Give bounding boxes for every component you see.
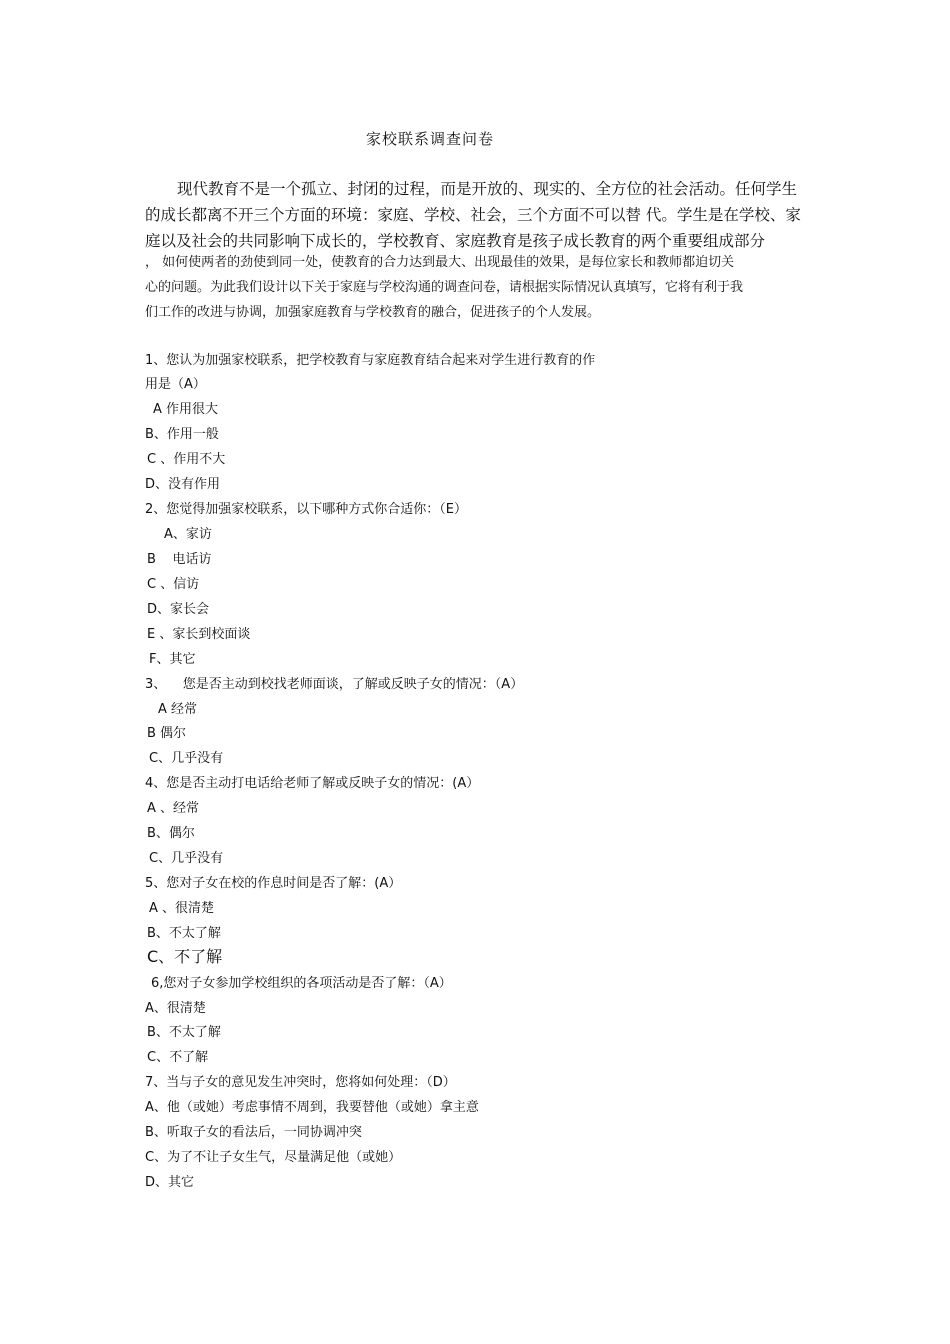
option-line: B、不太了解 bbox=[147, 1025, 221, 1040]
intro-paragraph bbox=[145, 176, 815, 254]
option-line: D、家长会 bbox=[147, 602, 210, 617]
intro-paragraph-continued bbox=[145, 250, 815, 325]
intro-line: 庭以及社会的共同影响下成长的，学校教育、家庭教育是孩子成长教育的两个重要组成部分 bbox=[145, 232, 766, 250]
option-line: C、为了不让子女生气，尽量满足他（或她） bbox=[145, 1150, 402, 1165]
option-line: C 、作用不大 bbox=[147, 452, 226, 467]
option-line: A 、经常 bbox=[147, 801, 200, 816]
intro-line: 心的问题。为此我们设计以下关于家庭与学校沟通的调查问卷，请根据实际情况认真填写，它将有利于我 bbox=[145, 280, 744, 295]
option-line: C、几乎没有 bbox=[149, 851, 224, 866]
question-6-text: 6,您对子女参加学校组织的各项活动是否了解：（A） bbox=[151, 976, 452, 991]
question-7-text: 7、当与子女的意见发生冲突时，您将如何处理：（D） bbox=[145, 1075, 456, 1090]
intro-line: 现代教育不是一个孤立、封闭的过程，而是开放的、现实的、全方位的社会活动。任何学生 bbox=[177, 180, 798, 198]
question-3-text: 3、 您是否主动到校找老师面谈，了解或反映子女的情况：（A） bbox=[145, 677, 524, 692]
option-line: D、没有作用 bbox=[145, 477, 221, 492]
document-title: 家校联系调查问卷 bbox=[365, 130, 494, 148]
question-1-text: 1、您认为加强家校联系，把学校教育与家庭教育结合起来对学生进行教育的作 bbox=[145, 353, 596, 368]
option-line: A 、很清楚 bbox=[149, 901, 215, 916]
question-2-text: 2、您觉得加强家校联系，以下哪种方式你合适你：（E） bbox=[145, 502, 467, 517]
option-line: A 经常 bbox=[158, 702, 198, 717]
intro-line: 的成长都离不开三个方面的环境：家庭、学校、社会，三个方面不可以替 代。学生是在学校、家 bbox=[145, 206, 801, 224]
option-line: A 作用很大 bbox=[153, 402, 219, 417]
option-line: B、不太了解 bbox=[147, 926, 221, 941]
option-line: F、其它 bbox=[149, 652, 196, 667]
option-line: A、很清楚 bbox=[145, 1001, 206, 1016]
intro-line: 们工作的改进与协调，加强家庭教育与学校教育的融合，促进孩子的个人发展。 bbox=[145, 305, 601, 320]
question-1-answer: 用是（A） bbox=[145, 377, 206, 392]
option-line: A、他（或她）考虑事情不周到，我要替他（或她）拿主意 bbox=[145, 1100, 479, 1115]
option-line: C、不了解 bbox=[147, 1050, 209, 1065]
intro-line: ， 如何使两者的劲使到同一处，使教育的合力达到最大、出现最佳的效果，是每位家长和教师都迫切关 bbox=[145, 255, 735, 270]
option-line: B 偶尔 bbox=[147, 726, 187, 741]
option-line: B、作用一般 bbox=[145, 427, 219, 442]
option-line: B 电话访 bbox=[147, 552, 212, 567]
option-line: C、几乎没有 bbox=[149, 751, 224, 766]
question-5-text: 5、您对子女在校的作息时间是否了解：(A） bbox=[145, 876, 402, 891]
option-line: A、家访 bbox=[164, 527, 212, 542]
option-line: E 、家长到校面谈 bbox=[147, 627, 251, 642]
option-line: B、听取子女的看法后，一同协调冲突 bbox=[145, 1125, 362, 1140]
option-line: C、不了解 bbox=[147, 947, 223, 966]
option-line: C 、信访 bbox=[147, 577, 200, 592]
option-line: D、其它 bbox=[145, 1175, 195, 1190]
option-line: B、偶尔 bbox=[147, 826, 195, 841]
question-4-text: 4、您是否主动打电话给老师了解或反映子女的情况：(A） bbox=[145, 776, 480, 791]
